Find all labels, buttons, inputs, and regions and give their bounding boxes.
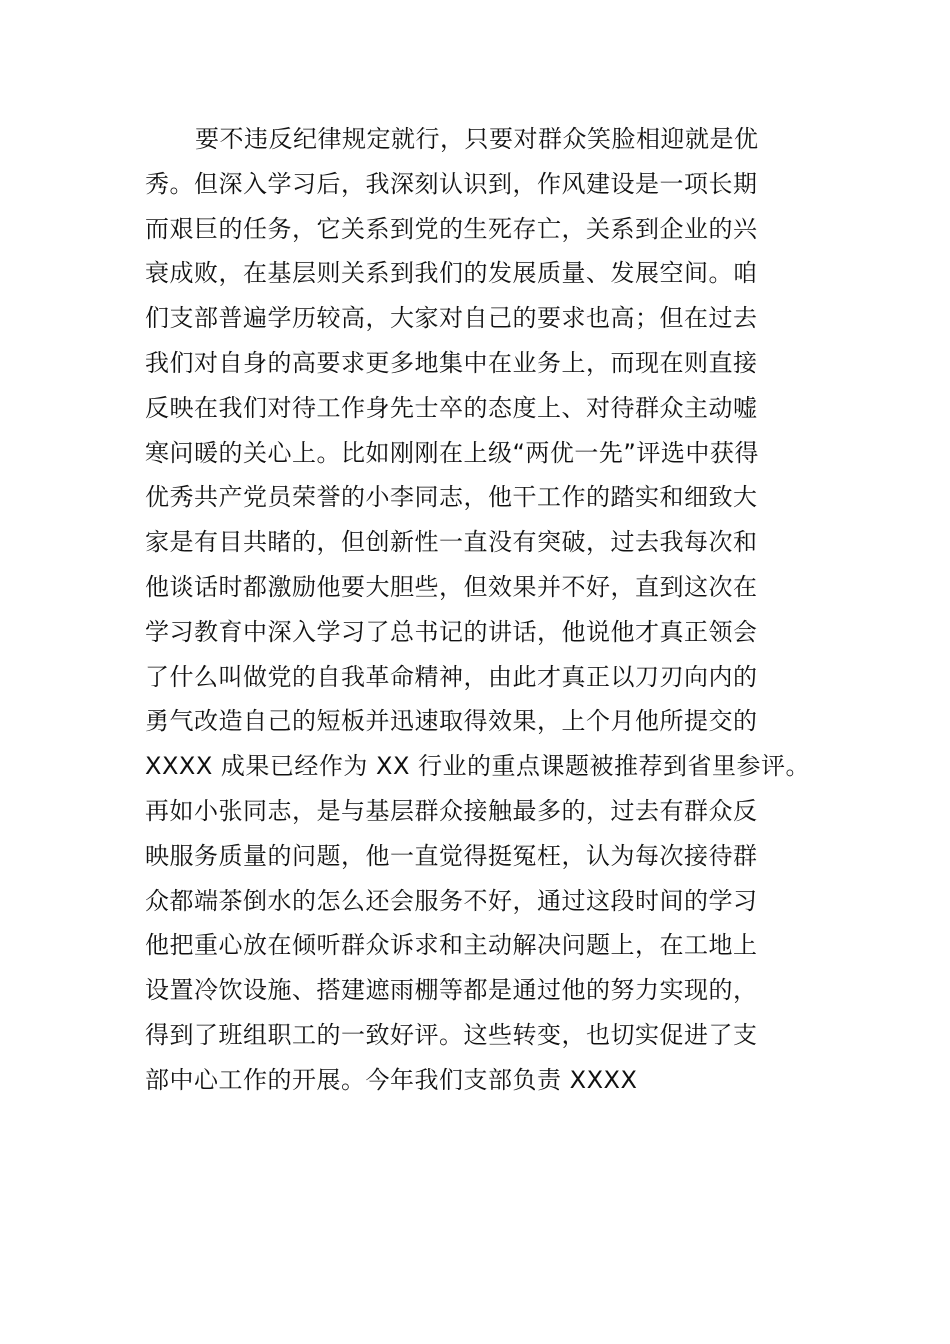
text-line: 他谈话时都激励他要大胆些，但效果并不好，直到这次在 bbox=[145, 572, 758, 601]
text-line: 衰成败，在基层则关系到我们的发展质量、发展空间。咱 bbox=[145, 259, 758, 288]
text-line: 勇气改造自己的短板并迅速取得效果，上个月他所提交的 bbox=[145, 707, 758, 736]
text-line: 众都端茶倒水的怎么还会服务不好，通过这段时间的学习 bbox=[145, 886, 758, 915]
text-line: 设置冷饮设施、搭建遮雨棚等都是通过他的努力实现的， bbox=[145, 976, 758, 1005]
text-line: 了什么叫做党的自我革命精神，由此才真正以刀刃向内的 bbox=[145, 662, 758, 691]
text-line: 家是有目共睹的，但创新性一直没有突破，过去我每次和 bbox=[145, 528, 758, 557]
text-line: 们支部普遍学历较高，大家对自己的要求也高；但在过去 bbox=[145, 304, 758, 333]
text-line: 秀。但深入学习后，我深刻认识到，作风建设是一项长期 bbox=[145, 169, 758, 198]
body-paragraph bbox=[145, 117, 825, 1103]
text-line: 他把重心放在倾听群众诉求和主动解决问题上，在工地上 bbox=[145, 931, 758, 960]
text-line: 而艰巨的任务，它关系到党的生死存亡，关系到企业的兴 bbox=[145, 214, 758, 243]
text-line: 映服务质量的问题，他一直觉得挺冤枉，认为每次接待群 bbox=[145, 841, 758, 870]
text-line: 反映在我们对待工作身先士卒的态度上、对待群众主动嘘 bbox=[145, 393, 758, 422]
text-line: 再如小张同志，是与基层群众接触最多的，过去有群众反 bbox=[145, 796, 758, 825]
text-line: 优秀共产党员荣誉的小李同志，他干工作的踏实和细致大 bbox=[145, 483, 758, 512]
text-line: 寒问暖的关心上。比如刚刚在上级“两优一先”评选中获得 bbox=[145, 438, 759, 467]
text-line: 得到了班组职工的一致好评。这些转变，也切实促进了支 bbox=[145, 1020, 758, 1049]
text-line: 我们对自身的高要求更多地集中在业务上，而现在则直接 bbox=[145, 348, 758, 377]
text-line: XXXX 成果已经作为 XX 行业的重点课题被推荐到省里参评。 bbox=[145, 752, 811, 781]
text-line: 要不违反纪律规定就行，只要对群众笑脸相迎就是优 bbox=[195, 125, 759, 153]
text-line: 学习教育中深入学习了总书记的讲话，他说他才真正领会 bbox=[145, 617, 758, 646]
text-line: 部中心工作的开展。今年我们支部负责 XXXX bbox=[145, 1065, 638, 1094]
